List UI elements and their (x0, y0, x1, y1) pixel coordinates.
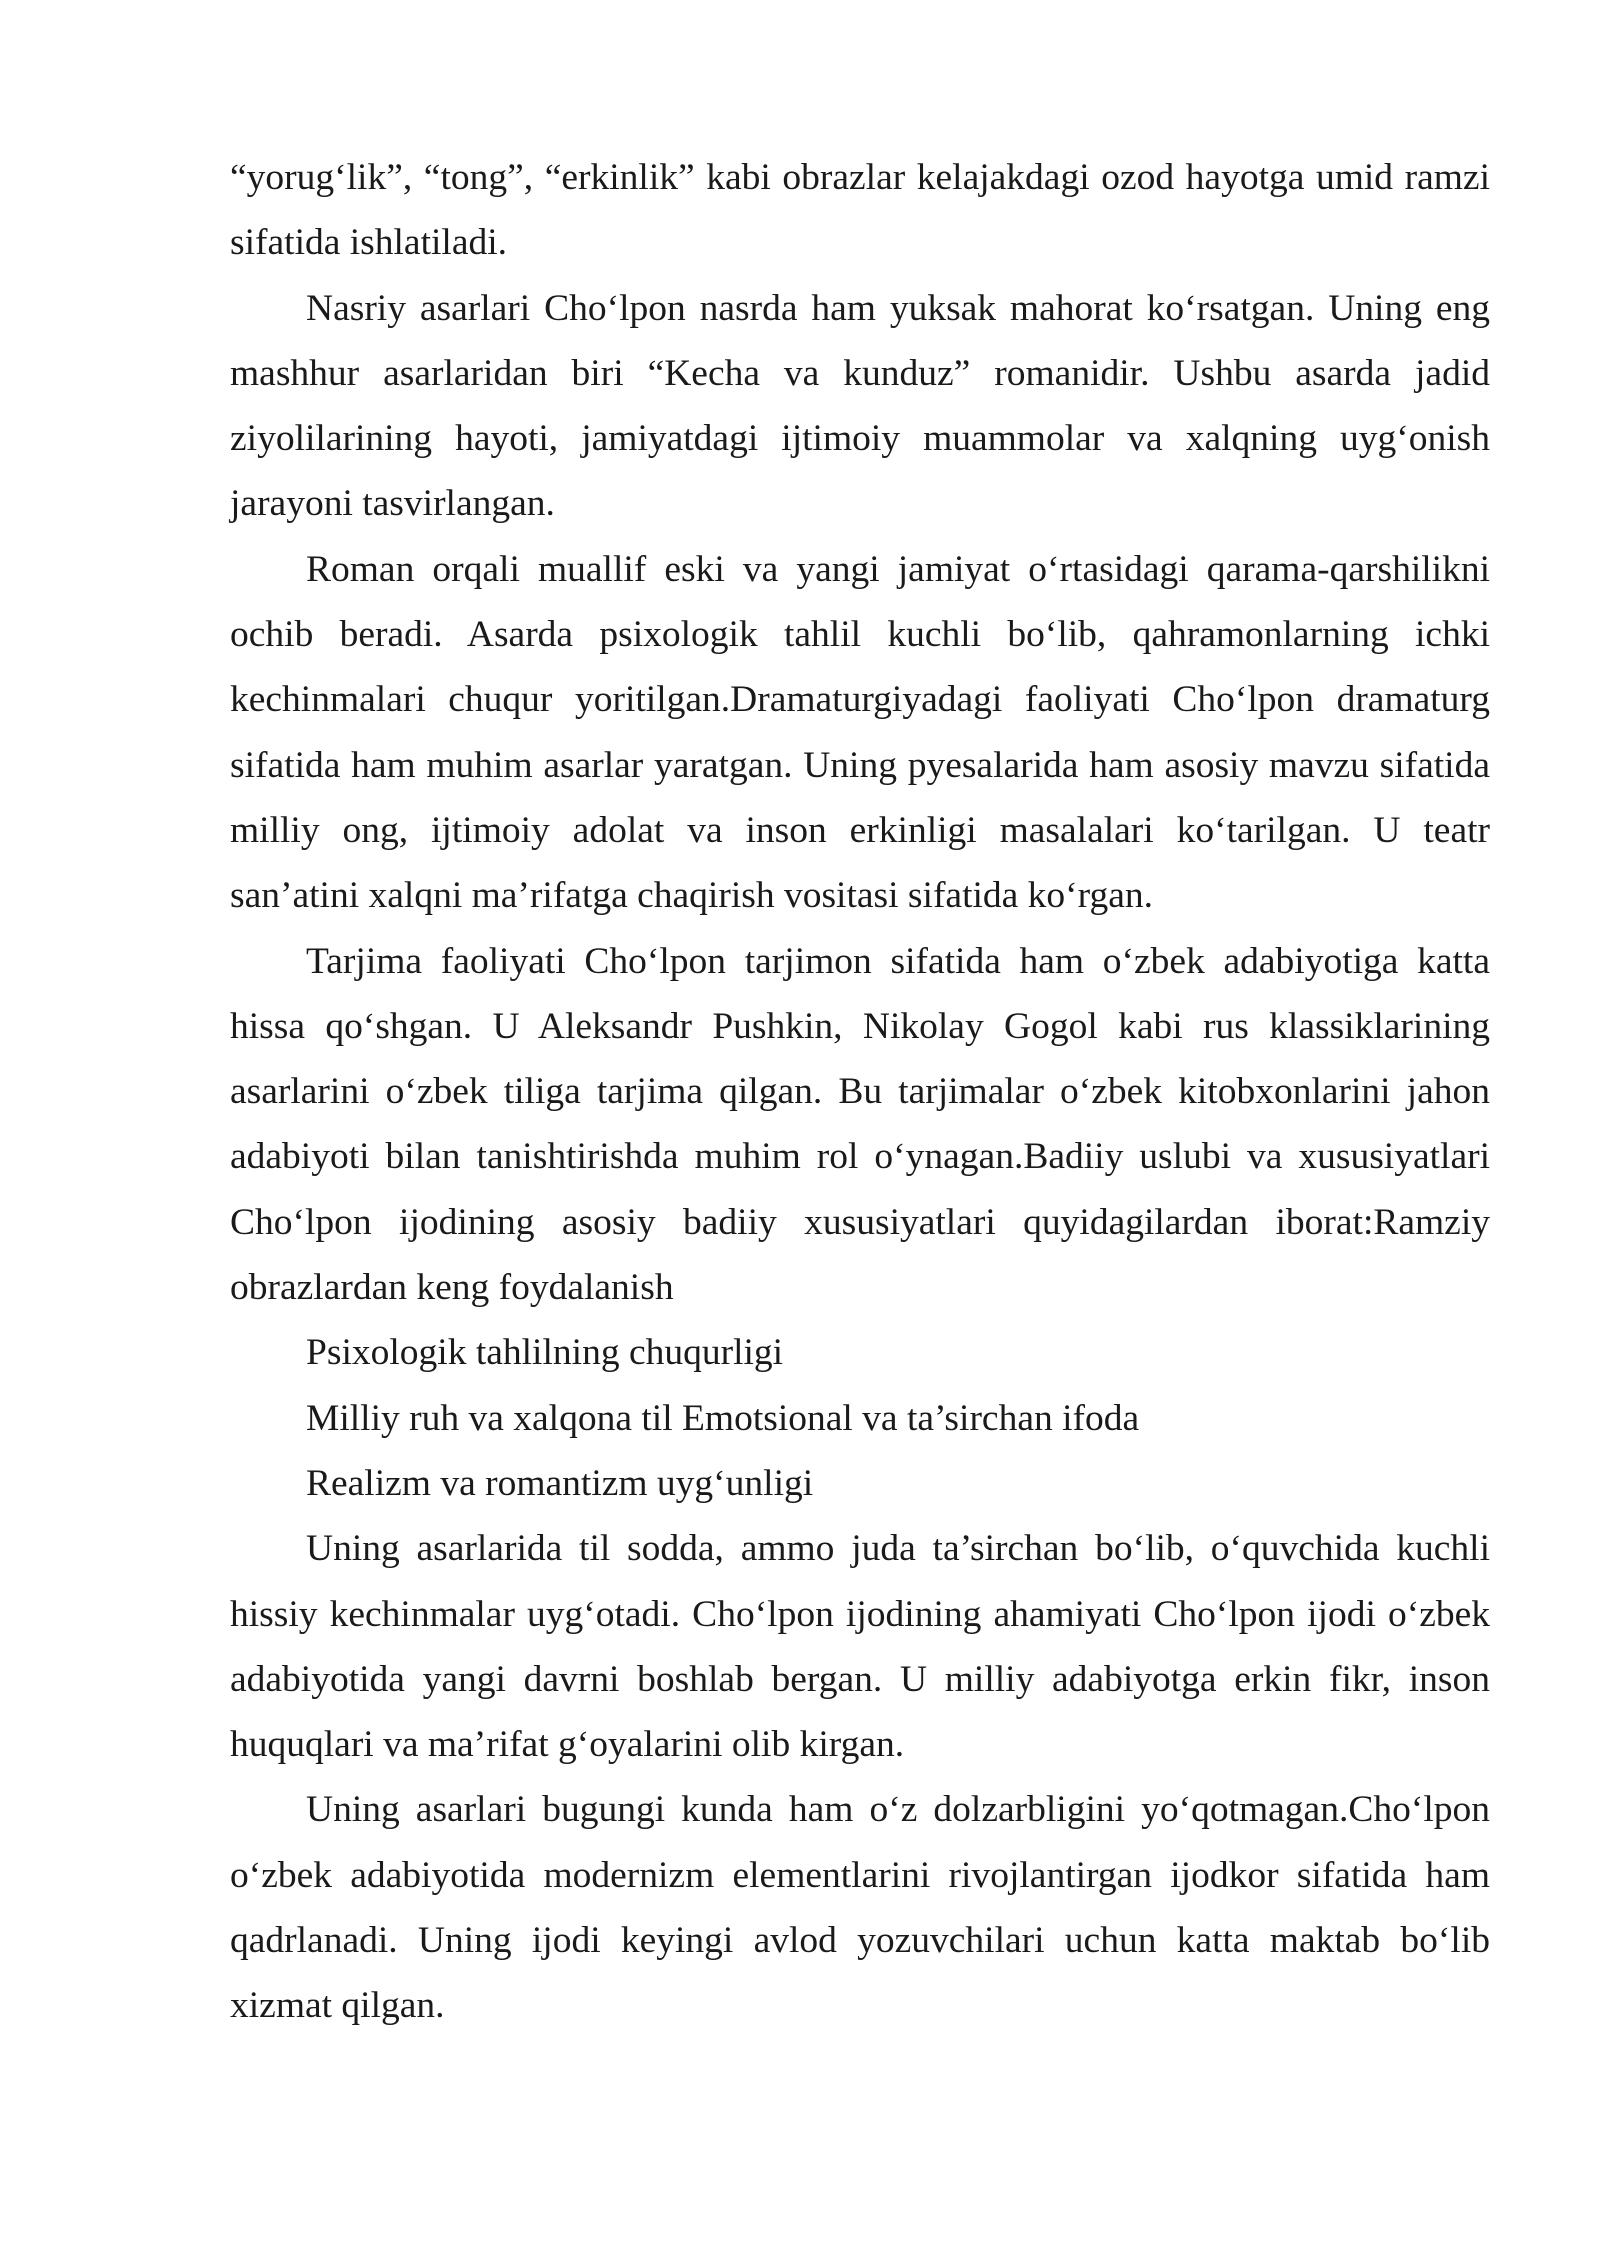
list-line-2: Milliy ruh va xalqona til Emotsional va ta’sirchan ifoda (306, 1397, 1140, 1439)
paragraph-1: “yorug‘lik”, “tong”, “erkinlik” kabi obrazlar kelajakdagi ozod hayotga umid ramzi sifatida ishlatiladi. (230, 157, 1490, 264)
paragraph-2: Nasriy asarlari Cho‘lpon nasrda ham yuksak mahorat ko‘rsatgan. Uning eng mashhur asarlaridan biri “Kecha va kunduz” romanidir. Ushbu asarda jadid ziyolilarining hayoti, jamiyatdagi ijtimoiy muammolar va xalqning uyg‘onish jarayoni tasvirlangan. (230, 287, 1490, 525)
list-line-1: Psixologik tahlilning chuqurligi (306, 1332, 784, 1374)
paragraph-4: Tarjima faoliyati Cho‘lpon tarjimon sifatida ham o‘zbek adabiyotiga katta hissa qo‘shgan. U Aleksandr Pushkin, Nikolay Gogol kabi rus klassiklarining asarlarini o‘zbek tiliga tarjima qilgan. Bu tarjimalar o‘zbek kitobxonlarini jahon adabiyoti bilan tanishtirishda muhim rol o‘ynagan.Badiiy uslubi va xususiyatlari Cho‘lpon ijodining asosiy badiiy xususiyatlari quyidagilardan iborat:Ramziy obrazlardan keng foydalanish (230, 940, 1490, 1309)
paragraph-3: Roman orqali muallif eski va yangi jamiyat o‘rtasidagi qarama-qarshilikni ochib beradi. Asarda psixologik tahlil kuchli bo‘lib, qahramonlarning ichki kechinmalari chuqur yoritilgan.Dramaturgiyadagi faoliyati Cho‘lpon dramaturg sifatida ham muhim asarlar yaratgan. Uning pyesalarida ham asosiy mavzu sifatida milliy ong, ijtimoiy adolat va inson erkinligi masalalari ko‘tarilgan. U teatr san’atini xalqni ma’rifatga chaqirish vositasi sifatida ko‘rgan. (230, 548, 1490, 917)
paragraph-6: Uning asarlari bugungi kunda ham o‘z dolzarbligini yo‘qotmagan.Cho‘lpon o‘zbek adabiyotida modernizm elementlarini rivojlantirgan ijodkor sifatida ham qadrlanadi. Uning ijodi keyingi avlod yozuvchilari uchun katta maktab bo‘lib xizmat qilgan. (230, 1789, 1490, 2027)
document-page (230, 145, 1490, 2039)
list-line-3: Realizm va romantizm uyg‘unligi (306, 1462, 814, 1504)
paragraph-5: Uning asarlarida til sodda, ammo juda ta’sirchan bo‘lib, o‘quvchida kuchli hissiy kechinmalar uyg‘otadi. Cho‘lpon ijodining ahamiyati Cho‘lpon ijodi o‘zbek adabiyotida yangi davrni boshlab bergan. U milliy adabiyotga erkin fikr, inson huquqlari va ma’rifat g‘oyalarini olib kirgan. (230, 1528, 1490, 1766)
